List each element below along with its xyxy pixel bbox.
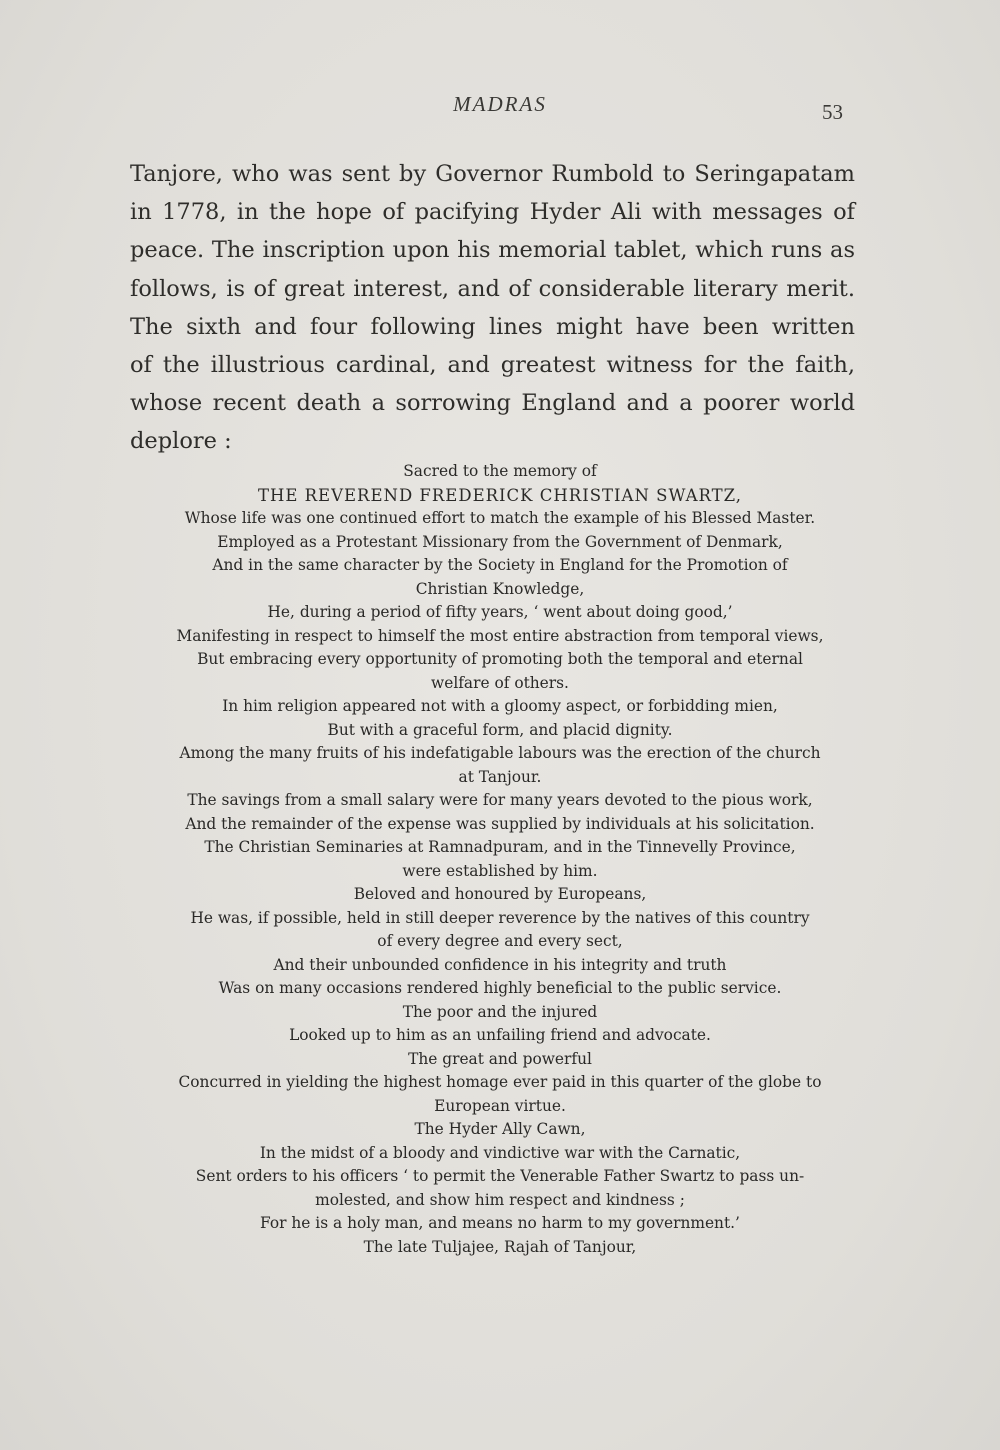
inscription-line: In him religion appeared not with a gloomy aspect, or forbidding mien, [222,697,778,715]
inscription-line: And in the same character by the Society in England for the Promotion of [212,556,788,574]
inscription-line: welfare of others. [431,673,569,692]
inscription-line: European virtue. [434,1096,566,1115]
inscription-line: And the remainder of the expense was supplied by individuals at his solicitation. [185,814,815,833]
paragraph-line: follows, is of great interest, and of considerable literary merit. [130,275,855,302]
inscription-line: Employed as a Protestant Missionary from the Government of Denmark, [217,532,783,551]
paragraph-line: The sixth and four following lines might have been written [130,313,855,340]
paragraph-line: Tanjore, who was sent by Governor Rumbold to Seringapatam [130,161,855,187]
inscription-line: For he is a holy man, and means no harm to my government.’ [260,1214,740,1232]
paragraph-line: whose recent death a sorrowing England and a poorer world [130,390,855,417]
inscription-line: The Christian Seminaries at Ramnadpuram, and in the Tinnevelly Province, [204,838,796,856]
inscription-line: were established by him. [402,861,598,880]
inscription-line: Among the many fruits of his indefatigable labours was the erection of the church [179,744,821,762]
inscription-line: Manifesting in respect to himself the most entire abstraction from temporal views, [176,626,824,645]
body-paragraph [130,155,855,461]
memorial-inscription [110,460,890,1259]
inscription-line: Sacred to the memory of [403,462,597,480]
inscription-line: The late Tuljajee, Rajah of Tanjour, [363,1237,637,1256]
paragraph-line: of the illustrious cardinal, and greatest witness for the faith, [130,351,855,378]
inscription-line: Was on many occasions rendered highly beneficial to the public service. [218,979,782,997]
inscription-line: He, during a period of fifty years, ‘ went about doing good,’ [267,603,733,621]
inscription-line: Concurred in yielding the highest homage ever paid in this quarter of the globe to [178,1073,822,1091]
paragraph-line: in 1778, in the hope of pacifying Hyder Ali with messages of [130,199,855,226]
inscription-line: But with a graceful form, and placid dignity. [327,720,673,739]
inscription-line: And their unbounded confidence in his integrity and truth [273,955,727,974]
inscription-line: The great and powerful [408,1049,592,1068]
inscription-line: molested, and show him respect and kindness ; [315,1190,685,1209]
running-head-title: MADRAS [453,92,547,116]
inscription-line: of every degree and every sect, [377,932,623,950]
inscription-line: Beloved and honoured by Europeans, [353,885,647,903]
inscription-line: The Hyder Ally Cawn, [414,1120,586,1138]
inscription-line: In the midst of a bloody and vindictive war with the Carnatic, [259,1143,741,1162]
inscription-line: Sent orders to his officers ‘ to permit the Venerable Father Swartz to pass un- [195,1167,805,1185]
inscription-line: at Tanjour. [458,767,542,786]
inscription-line: The savings from a small salary were for many years devoted to the pious work, [187,791,813,809]
paragraph-line: deplore : [130,428,232,455]
inscription-line: The poor and the injured [402,1002,598,1021]
inscription-line: He was, if possible, held in still deeper reverence by the natives of this country [190,908,810,927]
inscription-line: But embracing every opportunity of promoting both the temporal and eternal [197,650,803,668]
paragraph-line: peace. The inscription upon his memorial tablet, which runs as [130,237,855,264]
inscription-line: Looked up to him as an unfailing friend and advocate. [289,1026,711,1044]
inscription-name-line: THE REVEREND FREDERICK CHRISTIAN SWARTZ, [257,485,743,505]
inscription-line: Whose life was one continued effort to match the example of his Blessed Master. [184,509,816,527]
inscription-line: Christian Knowledge, [415,579,585,598]
page-number: 53 [822,100,843,124]
